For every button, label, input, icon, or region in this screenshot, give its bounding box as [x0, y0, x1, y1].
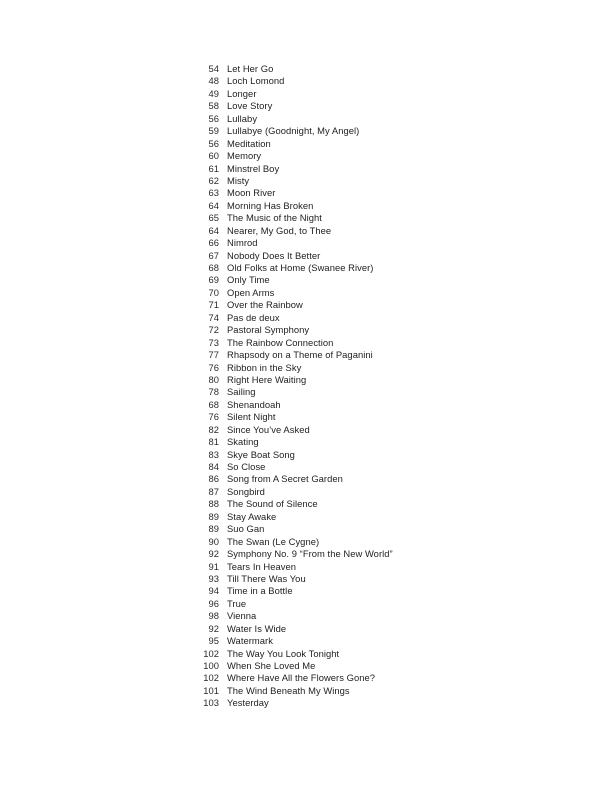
toc-entry [195, 486, 575, 498]
toc-entry [195, 237, 575, 249]
toc-song-title: Skating [227, 436, 259, 448]
toc-entry [195, 573, 575, 585]
toc-song-title: Nearer, My God, to Thee [227, 224, 332, 236]
toc-page-number: 70 [208, 286, 219, 298]
toc-page-number: 58 [208, 100, 219, 112]
toc-page-number: 68 [208, 262, 219, 273]
toc-song-title: Rhapsody on a Theme of Paganini [227, 349, 373, 361]
toc-song-title: Symphony No. 9 “From the New World” [227, 548, 393, 560]
toc-song-title: Sailing [227, 386, 256, 398]
toc-page-number: 101 [203, 684, 219, 696]
toc-page-number: 87 [208, 485, 219, 497]
toc-entry [195, 250, 575, 262]
toc-song-title: Pastoral Symphony [227, 324, 310, 336]
toc-entry [195, 312, 575, 324]
toc-song-title: Morning Has Broken [227, 199, 314, 211]
toc-entry [195, 399, 575, 411]
toc-song-title: Over the Rainbow [227, 299, 303, 311]
toc-page-number: 54 [208, 63, 219, 74]
toc-song-title: Let Her Go [227, 63, 274, 74]
toc-song-title: Yesterday [227, 697, 269, 709]
toc-entry [195, 138, 575, 150]
toc-entry [195, 585, 575, 597]
toc-page-number: 94 [208, 585, 219, 597]
toc-entry [195, 511, 575, 523]
toc-page-number: 68 [208, 398, 219, 410]
toc-page-number: 96 [208, 597, 219, 609]
toc-page-number: 92 [208, 622, 219, 634]
toc-song-title: Songbird [227, 485, 265, 497]
toc-page-number: 103 [203, 697, 219, 709]
toc-song-title: Watermark [227, 635, 273, 647]
toc-page-number: 74 [208, 311, 219, 323]
toc-song-title: Minstrel Boy [227, 162, 280, 174]
toc-page-number: 62 [208, 174, 219, 186]
toc-song-title: Silent Night [227, 411, 276, 423]
toc-song-title: The Music of the Night [227, 212, 322, 224]
toc-entry [195, 337, 575, 349]
toc-song-title: Open Arms [227, 286, 275, 298]
table-of-contents [195, 63, 575, 710]
toc-entry [195, 187, 575, 199]
toc-page-number: 89 [208, 510, 219, 522]
toc-page-number: 71 [208, 299, 219, 311]
toc-song-title: The Swan (Le Cygne) [227, 535, 320, 547]
toc-song-title: Love Story [227, 100, 273, 112]
toc-entry [195, 461, 575, 473]
toc-page-number: 100 [203, 660, 219, 671]
toc-entry [195, 63, 575, 75]
toc-entry [195, 523, 575, 535]
toc-page-number: 67 [208, 249, 219, 261]
toc-song-title: Tears In Heaven [227, 560, 297, 572]
toc-page-number: 77 [208, 349, 219, 361]
toc-entry [195, 411, 575, 423]
toc-entry [195, 225, 575, 237]
toc-entry [195, 349, 575, 361]
toc-entry [195, 623, 575, 635]
toc-entry [195, 548, 575, 560]
toc-song-title: Nobody Does It Better [227, 249, 321, 261]
toc-song-title: The Sound of Silence [227, 498, 318, 510]
toc-song-title: Stay Awake [227, 510, 277, 522]
toc-entry [195, 660, 575, 672]
toc-page-number: 83 [208, 448, 219, 460]
toc-entry [195, 200, 575, 212]
toc-page-number: 56 [208, 112, 219, 124]
toc-entry [195, 113, 575, 125]
toc-song-title: So Close [227, 461, 266, 472]
toc-page-number: 73 [208, 336, 219, 348]
toc-song-title: Old Folks at Home (Swanee River) [227, 262, 374, 273]
toc-song-title: Time in a Bottle [227, 585, 293, 597]
toc-entry [195, 697, 575, 709]
toc-page-number: 72 [208, 324, 219, 336]
toc-entry [195, 449, 575, 461]
toc-song-title: Shenandoah [227, 398, 281, 410]
toc-page-number: 63 [208, 187, 219, 199]
toc-page-number: 64 [208, 199, 219, 211]
toc-entry [195, 88, 575, 100]
toc-song-title: Vienna [227, 610, 257, 622]
toc-song-title: Pas de deux [227, 311, 280, 323]
toc-song-title: The Rainbow Connection [227, 336, 334, 348]
toc-entry [195, 175, 575, 187]
toc-song-title: Misty [227, 174, 250, 186]
toc-page-number: 86 [208, 473, 219, 485]
toc-song-title: Song from A Secret Garden [227, 473, 343, 485]
toc-page-number: 89 [208, 523, 219, 535]
toc-page-number: 82 [208, 423, 219, 435]
toc-entry [195, 536, 575, 548]
toc-entry [195, 262, 575, 274]
toc-page-number: 84 [208, 461, 219, 472]
toc-entry [195, 150, 575, 162]
toc-song-title: Nimrod [227, 237, 258, 249]
toc-page-number: 93 [208, 572, 219, 584]
toc-entry [195, 362, 575, 374]
toc-song-title: Moon River [227, 187, 276, 199]
toc-page-number: 66 [208, 237, 219, 249]
toc-entry [195, 648, 575, 660]
toc-song-title: The Wind Beneath My Wings [227, 684, 350, 696]
toc-song-title: Right Here Waiting [227, 373, 307, 385]
toc-page-number: 49 [208, 87, 219, 99]
toc-page-number: 80 [208, 373, 219, 385]
toc-song-title: Loch Lomond [227, 75, 285, 87]
toc-page-number: 76 [208, 361, 219, 373]
toc-page-number: 90 [208, 535, 219, 547]
toc-song-title: True [227, 597, 247, 609]
toc-song-title: The Way You Look Tonight [227, 647, 340, 659]
toc-song-title: Since You’ve Asked [227, 423, 310, 435]
toc-entry [195, 287, 575, 299]
toc-entry [195, 163, 575, 175]
toc-page-number: 56 [208, 137, 219, 149]
toc-song-title: Till There Was You [227, 572, 306, 584]
toc-entry [195, 424, 575, 436]
toc-entry [195, 598, 575, 610]
toc-entry [195, 436, 575, 448]
toc-song-title: Memory [227, 150, 262, 162]
toc-song-title: When She Loved Me [227, 660, 316, 671]
toc-song-title: Meditation [227, 137, 271, 149]
toc-page-number: 102 [203, 672, 219, 684]
toc-song-title: Skye Boat Song [227, 448, 295, 460]
toc-entry [195, 610, 575, 622]
toc-page-number: 76 [208, 411, 219, 423]
toc-entry [195, 324, 575, 336]
toc-entry [195, 212, 575, 224]
toc-page-number: 69 [208, 274, 219, 286]
toc-song-title: Longer [227, 87, 257, 99]
toc-entry [195, 75, 575, 87]
toc-page-number: 102 [203, 647, 219, 659]
toc-entry [195, 685, 575, 697]
toc-page-number: 48 [208, 75, 219, 87]
toc-song-title: Lullabye (Goodnight, My Angel) [227, 125, 360, 137]
toc-entry [195, 473, 575, 485]
toc-song-title: Where Have All the Flowers Gone? [227, 672, 376, 684]
toc-page-number: 61 [208, 162, 219, 174]
toc-page-number: 98 [208, 610, 219, 622]
toc-page-number: 81 [208, 436, 219, 448]
toc-entry [195, 672, 575, 684]
toc-page-number: 65 [208, 212, 219, 224]
toc-song-title: Water Is Wide [227, 622, 287, 634]
toc-song-title: Ribbon in the Sky [227, 361, 302, 373]
toc-entry [195, 100, 575, 112]
toc-page-number: 91 [208, 560, 219, 572]
toc-entry [195, 125, 575, 137]
toc-entry [195, 635, 575, 647]
toc-page-number: 95 [208, 635, 219, 647]
toc-page-number: 78 [208, 386, 219, 398]
toc-song-title: Suo Gan [227, 523, 265, 535]
toc-entry [195, 374, 575, 386]
toc-entry [195, 498, 575, 510]
toc-song-title: Only Time [227, 274, 270, 286]
toc-page-number: 92 [208, 548, 219, 560]
toc-entry [195, 386, 575, 398]
toc-page-number: 88 [208, 498, 219, 510]
toc-page-number: 59 [208, 125, 219, 137]
toc-page-number: 60 [208, 150, 219, 162]
toc-song-title: Lullaby [227, 112, 258, 124]
toc-entry [195, 274, 575, 286]
toc-entry [195, 299, 575, 311]
toc-entry [195, 561, 575, 573]
toc-page-number: 64 [208, 224, 219, 236]
